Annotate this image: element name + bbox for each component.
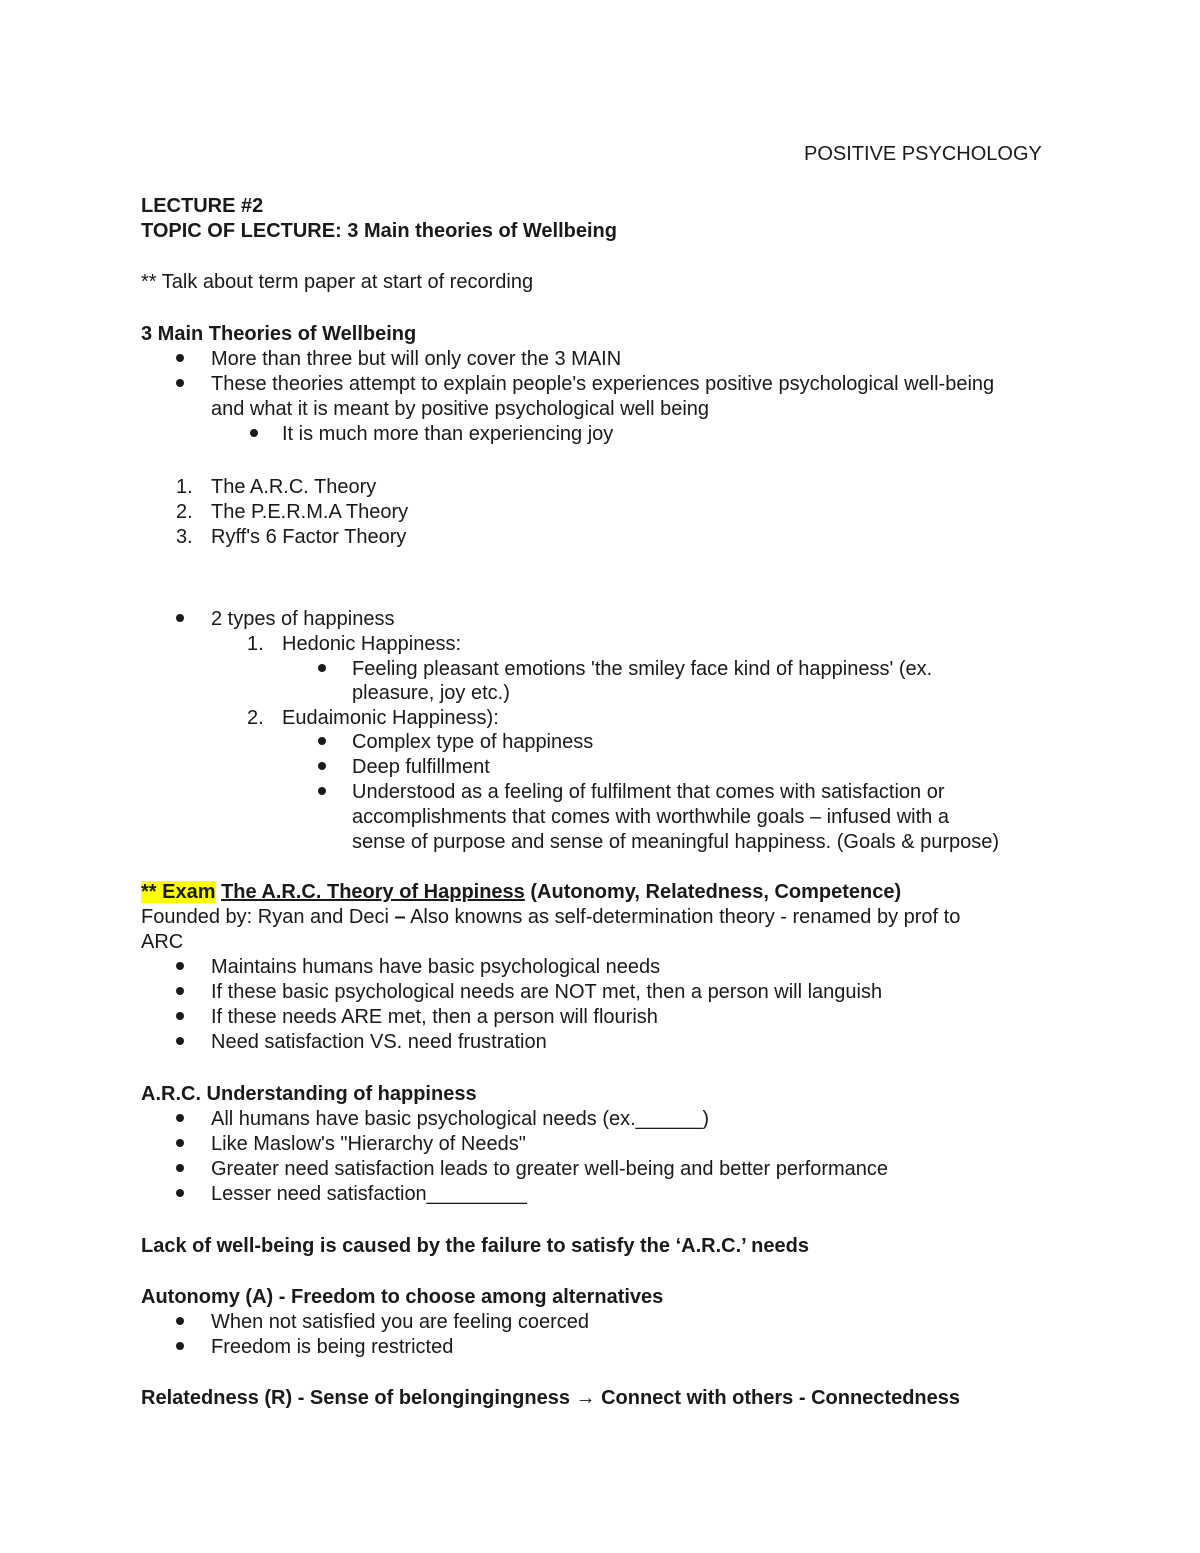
list-item: Maintains humans have basic psychological needs [211,956,661,978]
list-item: When not satisfied you are feeling coerced [211,1311,589,1333]
bullet-icon [176,1012,184,1020]
list-item-continuation: accomplishments that comes with worthwhile goals – infused with a [352,806,949,828]
arc-understanding-heading: A.R.C. Understanding of happiness [141,1083,477,1105]
bullet-icon [318,664,326,672]
list-item: If these needs ARE met, then a person will flourish [211,1006,658,1028]
term-paper-note: ** Talk about term paper at start of recording [141,271,534,293]
relatedness-heading: Relatedness (R) - Sense of belongingingness → Connect with others - Connectedness [141,1387,960,1409]
bullet-icon [176,1189,184,1197]
theory-item-perma: The P.E.R.M.A Theory [211,501,409,523]
list-item: If these basic psychological needs are NOT met, then a person will languish [211,981,883,1003]
founded-by-dash: – [394,906,406,928]
bullet-icon [318,762,326,770]
founded-by-text: Founded by: Ryan and Deci [141,906,395,928]
list-number: 2. [247,707,264,729]
arc-theory-paren: (Autonomy, Relatedness, Competence) [524,881,902,903]
list-item: Greater need satisfaction leads to greater well-being and better performance [211,1158,889,1180]
list-item: All humans have basic psychological needs (ex.______) [211,1108,710,1130]
list-item: Freedom is being restricted [211,1336,454,1358]
list-item-continuation: and what it is meant by positive psychological well being [211,398,710,420]
list-item: These theories attempt to explain people's experiences positive psychological well-being [211,373,995,395]
bullet-icon [318,787,326,795]
bullet-icon [176,1164,184,1172]
list-item: More than three but will only cover the 3 MAIN [211,348,622,370]
list-item: Like Maslow's "Hierarchy of Needs" [211,1133,526,1155]
bullet-icon [176,1139,184,1147]
list-item: Feeling pleasant emotions 'the smiley face kind of happiness' (ex. [352,658,933,680]
sub-list-item: It is much more than experiencing joy [282,423,614,445]
founded-by-text-2: Also knowns as self-determination theory - renamed by prof to [405,906,961,928]
list-item: 2 types of happiness [211,608,395,630]
list-number: 1. [176,476,193,498]
list-item: Lesser need satisfaction_________ [211,1183,527,1205]
founded-by-continuation: ARC [141,931,184,953]
arc-theory-title: The A.R.C. Theory of Happiness [221,881,525,903]
exam-highlight: ** Exam [141,881,216,903]
bullet-icon [318,737,326,745]
list-number: 1. [247,633,264,655]
list-number: 3. [176,526,193,548]
autonomy-heading: Autonomy (A) - Freedom to choose among alternatives [141,1286,664,1308]
arc-theory-heading [141,880,901,904]
list-item: Need satisfaction VS. need frustration [211,1031,547,1053]
bullet-icon [176,614,184,622]
lecture-topic: TOPIC OF LECTURE: 3 Main theories of Wellbeing [141,220,617,242]
founded-by [141,905,960,929]
bullet-icon [176,379,184,387]
bullet-icon [176,1342,184,1350]
bullet-icon [176,962,184,970]
lack-of-wellbeing-heading: Lack of well-being is caused by the failure to satisfy the ‘A.R.C.’ needs [141,1235,809,1257]
course-header: POSITIVE PSYCHOLOGY [804,143,1042,165]
bullet-icon [250,429,258,437]
hedonic-heading: Hedonic Happiness: [282,633,461,655]
main-theories-heading: 3 Main Theories of Wellbeing [141,323,417,345]
list-item: Complex type of happiness [352,731,594,753]
bullet-icon [176,1317,184,1325]
bullet-icon [176,1114,184,1122]
bullet-icon [176,1037,184,1045]
eudaimonic-heading: Eudaimonic Happiness): [282,707,499,729]
list-item-continuation: pleasure, joy etc.) [352,682,510,704]
bullet-icon [176,354,184,362]
bullet-icon [176,987,184,995]
theory-item-arc: The A.R.C. Theory [211,476,377,498]
lecture-number: LECTURE #2 [141,195,264,217]
list-item: Understood as a feeling of fulfilment that comes with satisfaction or [352,781,945,803]
list-item: Deep fulfillment [352,756,490,778]
theory-item-ryff: Ryff's 6 Factor Theory [211,526,407,548]
list-item-continuation: sense of purpose and sense of meaningful happiness. (Goals & purpose) [352,831,1000,853]
list-number: 2. [176,501,193,523]
